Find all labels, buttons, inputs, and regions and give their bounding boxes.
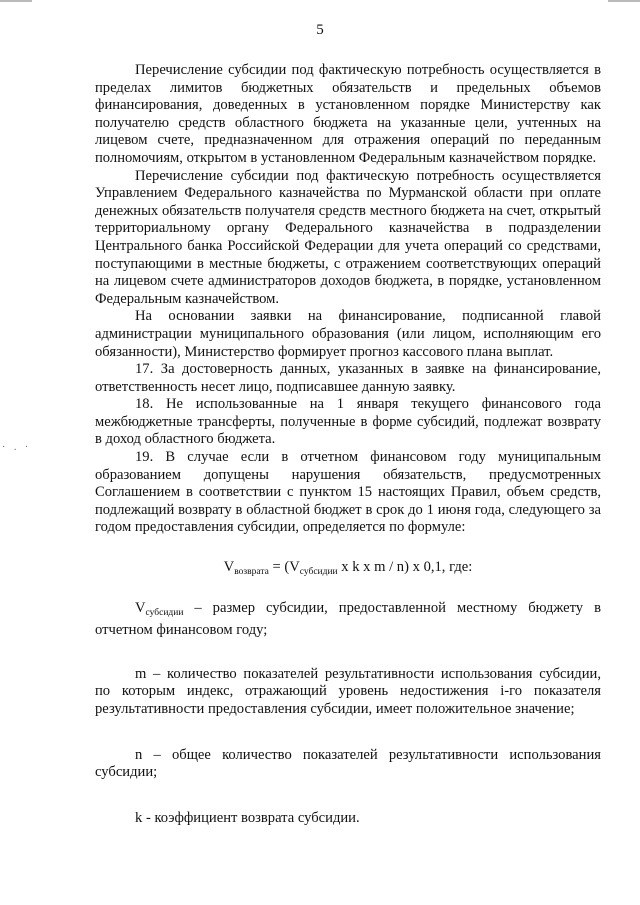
paragraph-18: 18. Не использованные на 1 января текущего финансового года межбюджетные трансферты, полученные в форме субсидий, подлежат возврату в доход областного бюджета.	[95, 396, 601, 448]
paragraph-19: 19. В случае если в отчетном финансовом году муниципальным образованием допущены нарушения обязательств, предусмотренных Соглашением в соответствии с пунктом 15 настоящих Правил, объем средств, подлежащий возврату в областной бюджет в срок до 1 июня года, следующего за годом предоставления субсидии, определяется по формуле:	[95, 449, 601, 536]
definition-v-subscript: субсидии	[145, 607, 184, 618]
paragraph-application: На основании заявки на финансирование, подписанной главой администрации муниципального образования (или лицом, исполняющим его обязанности), Министерство формирует прогноз кассового плана выплат.	[95, 308, 601, 360]
return-formula	[95, 559, 601, 582]
formula-v: V	[223, 559, 235, 576]
paragraph-treasury-transfer: Перечисление субсидии под фактическую потребность осуществляется Управлением Федерального казначейства по Мурманской области при оплате денежных обязательств получателя средств местного бюджета на счет, открытый территориальному органу Федерального казначейства в подразделении Центрального банка Российской Федерации для учета операций со средствами, поступающими в местные бюджеты, с отражением соответствующих операций на лицевом счете администраторов доходов бюджета, в порядке, установленном Федеральным казначейством.	[95, 167, 601, 307]
definition-v-symbol: V	[135, 599, 146, 616]
formula-sub-subsidy: субсидии	[299, 567, 338, 578]
definition-k: k - коэффициент возврата субсидии.	[135, 809, 360, 826]
document-body	[95, 62, 601, 827]
formula-rest: x k x m / n) x 0,1, где:	[337, 559, 473, 576]
definition-v	[95, 600, 601, 640]
margin-scan-dots: · . ·	[2, 442, 32, 453]
formula-sub-return: возврата	[234, 567, 269, 578]
scan-edge-mark	[608, 0, 640, 2]
scan-edge-mark	[0, 0, 32, 2]
formula-mid: = (V	[268, 559, 300, 576]
page-number: 5	[316, 22, 324, 38]
paragraph-subsidy-transfer: Перечисление субсидии под фактическую потребность осуществляется в пределах лимитов бюджетных обязательств и предельных объемов финансирования, доведенных в установленном порядке Министерству как получателю средств областного бюджета на указанные цели, учтенных на лицевом счете, предназначенном для отражения операций по переданным полномочиям, открытом в установленном Федеральным казначейством порядке.	[95, 62, 601, 166]
definition-m: m – количество показателей результативности использования субсидии, по которым индекс, отражающий уровень недостижения i-го показателя результативности предоставления субсидии, имеет положительное значение;	[95, 665, 601, 717]
definition-n: n – общее количество показателей результативности использования субсидии;	[95, 746, 601, 781]
definition-v-text: – размер субсидии, предоставленной местному бюджету в отчетном финансовом году;	[95, 599, 601, 639]
paragraph-17: 17. За достоверность данных, указанных в заявке на финансирование, ответственность несет лицо, подписавшее данную заявку.	[95, 361, 601, 395]
